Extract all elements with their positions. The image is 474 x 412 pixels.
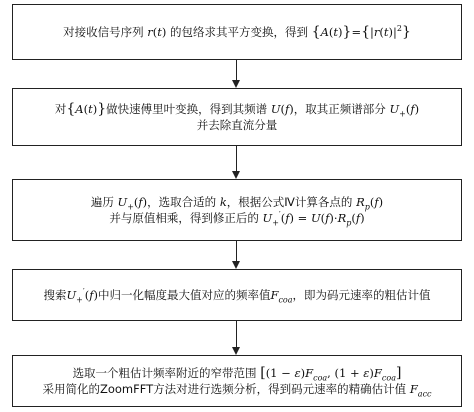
- arrow-3-4-head: [232, 261, 240, 269]
- step-5-line-1: 选取一个粗估计频率附近的窄带范围 [$(1 - \varepsilon)F_{coa}$, $(1 + \varepsilon)F_{coa}$]: [72, 365, 402, 383]
- step-5-box: [12, 355, 462, 407]
- step-4-box: [12, 269, 462, 321]
- step-2-line-1: 对{A(t)}做快速傅里叶变换，得到其频谱 U(f)，取其正频谱部分 $U_+(f)$: [54, 101, 420, 119]
- step-3-line-1: 遍历 $U_+(f)$，选取合适的 k，根据公式Ⅳ计算各点的 $R_p(f)$: [90, 195, 384, 212]
- arrow-1-2-head: [232, 80, 240, 88]
- step-5-line-2: 采用简化的ZoomFFT方法对进行选频分析，得到码元速率的精确估计值 $F_{acc}$: [42, 382, 432, 399]
- arrow-4-5-line: [236, 321, 237, 347]
- step-4-text: 搜索$U_+'(f)$中归一化幅度最大值对应的频率值$F_{coa}$，即为码元速率的粗估计值: [43, 287, 431, 305]
- arrow-2-3-head: [232, 171, 240, 179]
- step-2-line-2: 并去除直流分量: [196, 118, 278, 132]
- step-1-box: [12, 4, 462, 60]
- arrow-4-5-head: [232, 347, 240, 355]
- step-3-box: [12, 179, 462, 241]
- step-1-text: 对接收信号序列 r(t) 的包络求其平方变换，得到 $\{A(t)\}=\{|r(t)|^2\}$: [63, 24, 411, 40]
- arrow-3-4-line: [236, 241, 237, 261]
- arrow-2-3-line: [236, 146, 237, 171]
- arrow-1-2-line: [236, 60, 237, 80]
- step-3-line-2: 并与原值相乘，得到修正后的 $U_+'(f) = U(f)\cdot R_p(f)$: [109, 210, 365, 228]
- step-2-box: [12, 88, 462, 146]
